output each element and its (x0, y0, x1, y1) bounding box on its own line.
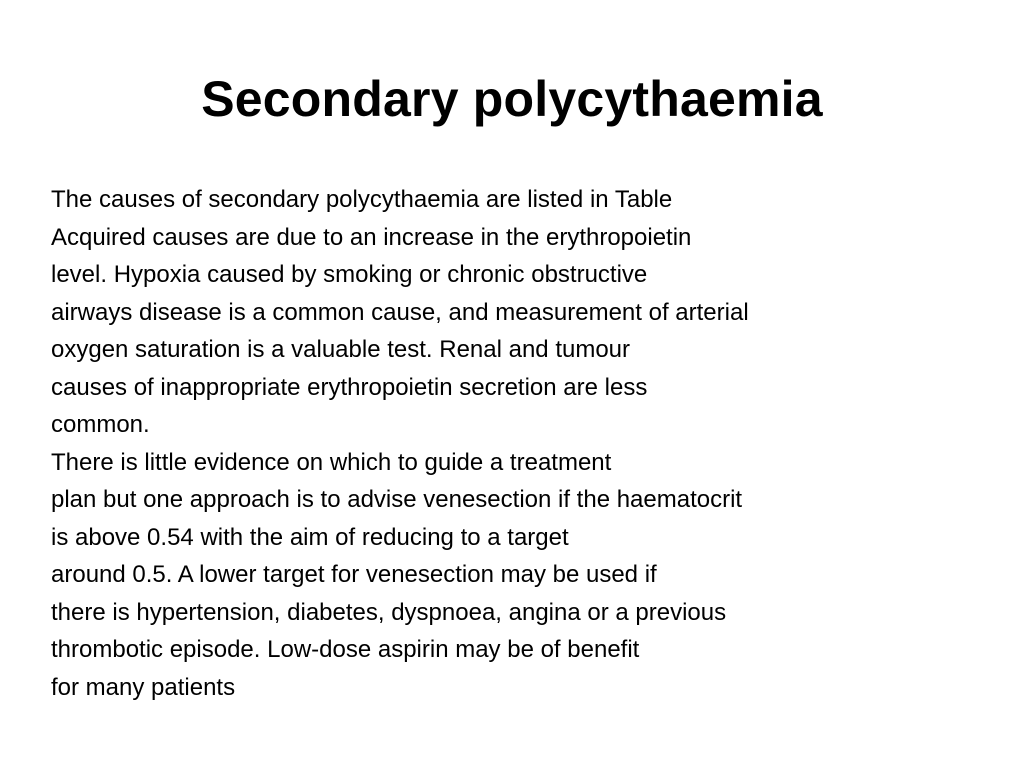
body-line: thrombotic episode. Low-dose aspirin may be of benefit (51, 636, 640, 663)
body-line: common. (51, 411, 150, 438)
slide-title: Secondary polycythaemia (201, 71, 823, 127)
body-line: there is hypertension, diabetes, dyspnoea, angina or a previous (51, 598, 727, 626)
body-line: airways disease is a common cause, and measurement of arterial (51, 298, 749, 326)
body-line: The causes of secondary polycythaemia are listed in Table (51, 186, 673, 213)
body-line: plan but one approach is to advise venesection if the haematocrit (51, 486, 743, 513)
body-line: causes of inappropriate erythropoietin secretion are less (51, 373, 648, 401)
slide-body (51, 181, 951, 706)
body-line: There is little evidence on which to guide a treatment (51, 448, 612, 476)
body-line: level. Hypoxia caused by smoking or chronic obstructive (51, 261, 648, 288)
body-line: is above 0.54 with the aim of reducing to a target (51, 523, 569, 551)
body-line: for many patients (51, 673, 236, 701)
body-line: Acquired causes are due to an increase in the erythropoietin (51, 223, 692, 251)
body-line: oxygen saturation is a valuable test. Renal and tumour (51, 336, 631, 363)
body-line: around 0.5. A lower target for venesection may be used if (51, 561, 657, 588)
